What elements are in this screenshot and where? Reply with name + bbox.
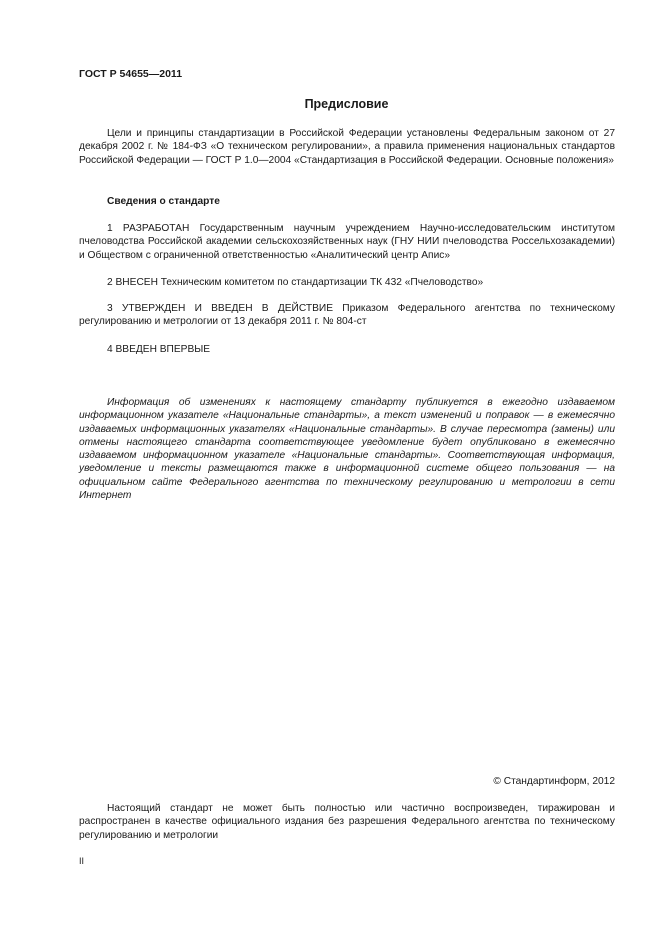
page-number: II [79, 856, 85, 866]
document-code: ГОСТ Р 54655—2011 [79, 68, 183, 80]
info-item-1: 1 РАЗРАБОТАН Государственным научным учреждением Научно-исследовательским институтом пчеловодства Российской академии сельскохозяйственных наук (ГНУ НИИ пчеловодства Россельхозакадемии) и Обществом с ограниченной ответственностью «Аналитический центр Апис» [79, 223, 615, 261]
rights-notice: Настоящий стандарт не может быть полностью или частично воспроизведен, тиражирован и распространен в качестве официального издания без разрешения Федерального агентства по техническому регулированию и метрологии [79, 803, 615, 841]
copyright-line: © Стандартинформ, 2012 [493, 776, 615, 787]
intro-paragraph: Цели и принципы стандартизации в Российской Федерации установлены Федеральным законом от 27 декабря 2002 г. № 184-ФЗ «О техническом регулировании», а правила применения национальных стандартов Российской Федерации — ГОСТ Р 1.0—2004 «Стандартизация в Российской Федерации. Основные положения» [79, 128, 615, 166]
section-subheading: Сведения о стандарте [107, 196, 220, 207]
info-item-2: 2 ВНЕСЕН Техническим комитетом по стандартизации ТК 432 «Пчеловодство» [107, 277, 484, 288]
info-item-4: 4 ВВЕДЕН ВПЕРВЫЕ [107, 344, 211, 355]
page-title: Предисловие [304, 97, 389, 111]
info-item-3: 3 УТВЕРЖДЕН И ВВЕДЕН В ДЕЙСТВИЕ Приказом Федерального агентства по техническому регулированию и метрологии от 13 декабря 2011 г. № 804-ст [79, 303, 615, 328]
amendments-notice: Информация об изменениях к настоящему стандарту публикуется в ежегодно издаваемом информационном указателе «Национальные стандарты», а текст изменений и поправок — в ежемесячно издаваемых информационных указателях «Национальные стандарты». В случае пересмотра (замены) или отмены настоящего стандарта соответствующее уведомление будет опубликовано в ежемесячно издаваемом информационном указателе «Национальные стандарты». Соответствующая информация, уведомление и тексты размещаются также в информационной системе общего пользования — на официальном сайте Федерального агентства по техническому регулированию и метрологии в сети Интернет [79, 397, 615, 502]
